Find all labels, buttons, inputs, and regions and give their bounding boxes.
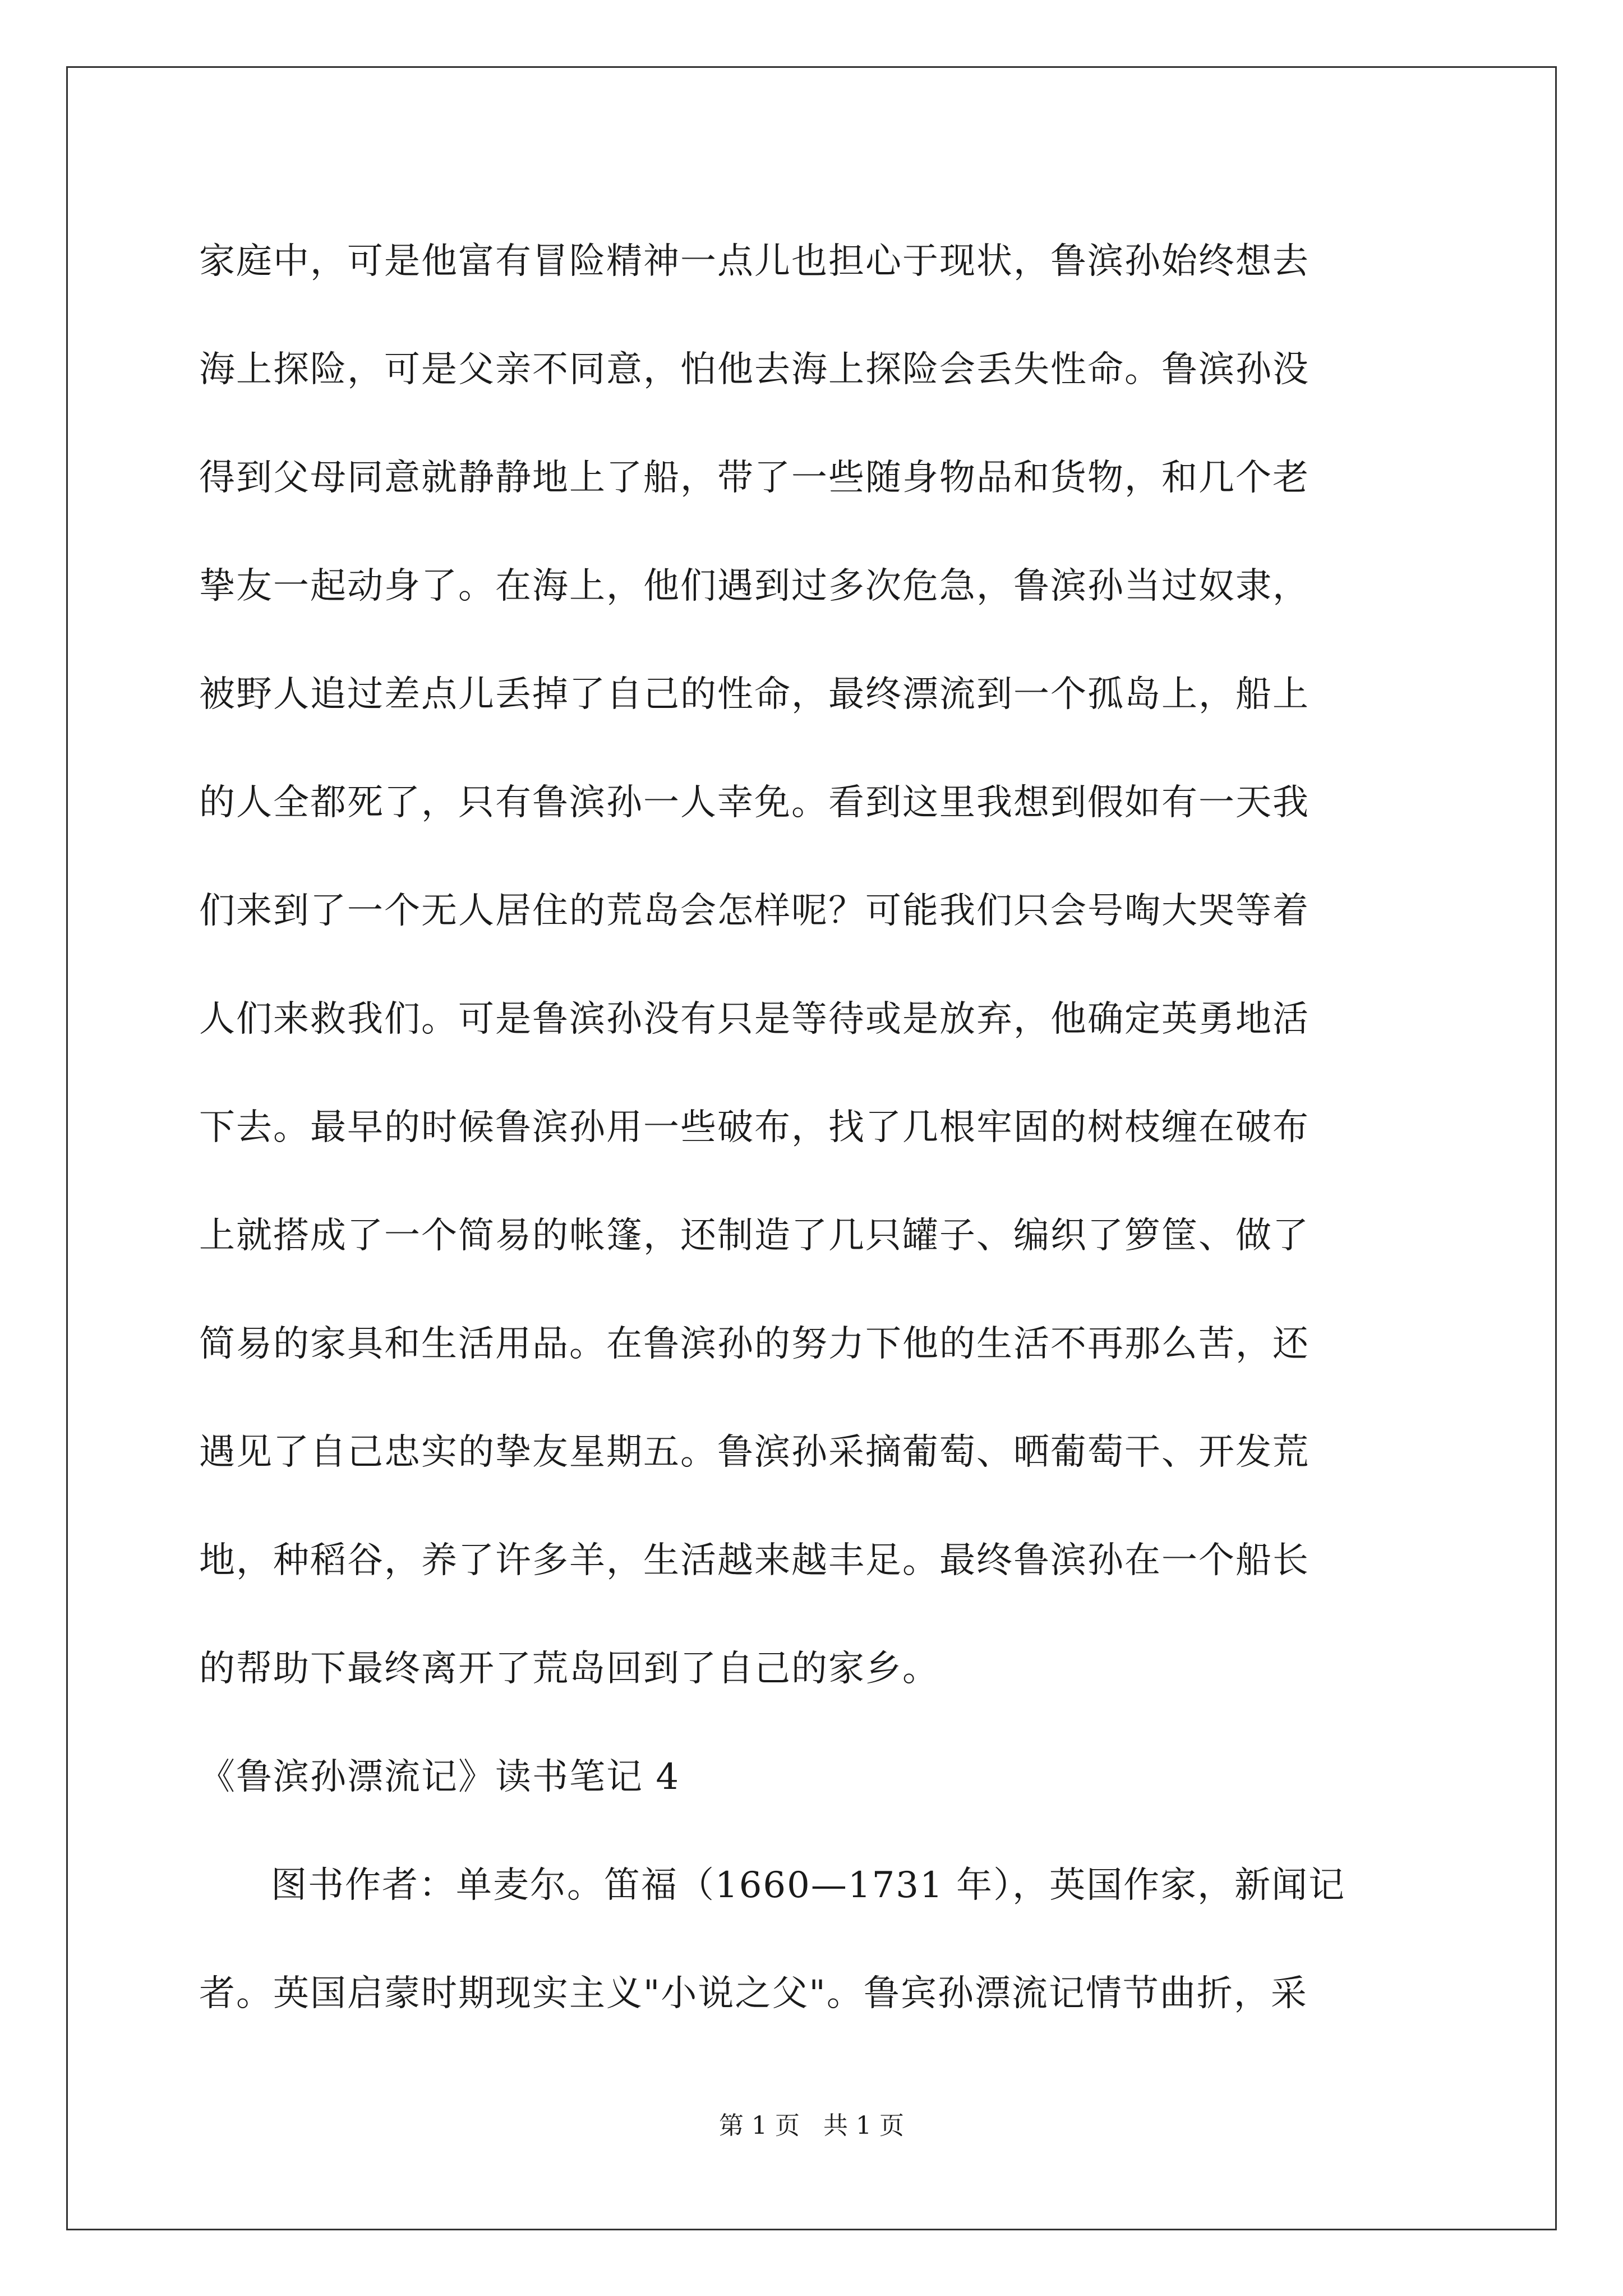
body-line: 下去。最早的时候鲁滨孙用一些破布，找了几根牢固的树枝缠在破布 bbox=[199, 1107, 1310, 1148]
page-footer: 第 1 页 共 1 页 bbox=[719, 2111, 904, 2140]
body-line: 家庭中，可是他富有冒险精神一点儿也担心于现状，鲁滨孙始终想去 bbox=[199, 241, 1310, 282]
body-line: 海上探险，可是父亲不同意，怕他去海上探险会丢失性命。鲁滨孙没 bbox=[199, 349, 1310, 390]
section-line: 图书作者：单麦尔。笛福（1660—1731 年），英国作家，新闻记 bbox=[271, 1865, 1346, 1906]
body-line: 遇见了自己忠实的挚友星期五。鲁滨孙采摘葡萄、晒葡萄干、开发荒 bbox=[199, 1432, 1310, 1473]
body-line: 地，种稻谷，养了许多羊，生活越来越丰足。最终鲁滨孙在一个船长 bbox=[199, 1540, 1310, 1581]
body-line: 的帮助下最终离开了荒岛回到了自己的家乡。 bbox=[199, 1648, 939, 1690]
document-body bbox=[199, 208, 1427, 2048]
body-line: 挚友一起动身了。在海上，他们遇到过多次危急，鲁滨孙当过奴隶， bbox=[199, 565, 1310, 607]
body-line: 得到父母同意就静静地上了船，带了一些随身物品和货物，和几个老 bbox=[199, 457, 1310, 499]
body-line: 们来到了一个无人居住的荒岛会怎样呢？可能我们只会号啕大哭等着 bbox=[199, 890, 1310, 932]
body-line: 人们来救我们。可是鲁滨孙没有只是等待或是放弃，他确定英勇地活 bbox=[199, 999, 1310, 1040]
section-line: 者。英国启蒙时期现实主义"小说之父"。鲁宾孙漂流记情节曲折，采 bbox=[199, 1973, 1308, 2014]
section-title: 《鲁滨孙漂流记》读书笔记 4 bbox=[199, 1756, 680, 1798]
body-line: 上就搭成了一个简易的帐篷，还制造了几只罐子、编织了箩筐、做了 bbox=[199, 1215, 1310, 1257]
body-line: 被野人追过差点儿丢掉了自己的性命，最终漂流到一个孤岛上，船上 bbox=[199, 674, 1310, 715]
body-line: 的人全都死了，只有鲁滨孙一人幸免。看到这里我想到假如有一天我 bbox=[199, 782, 1310, 823]
body-line: 简易的家具和生活用品。在鲁滨孙的努力下他的生活不再那么苦，还 bbox=[199, 1323, 1310, 1365]
